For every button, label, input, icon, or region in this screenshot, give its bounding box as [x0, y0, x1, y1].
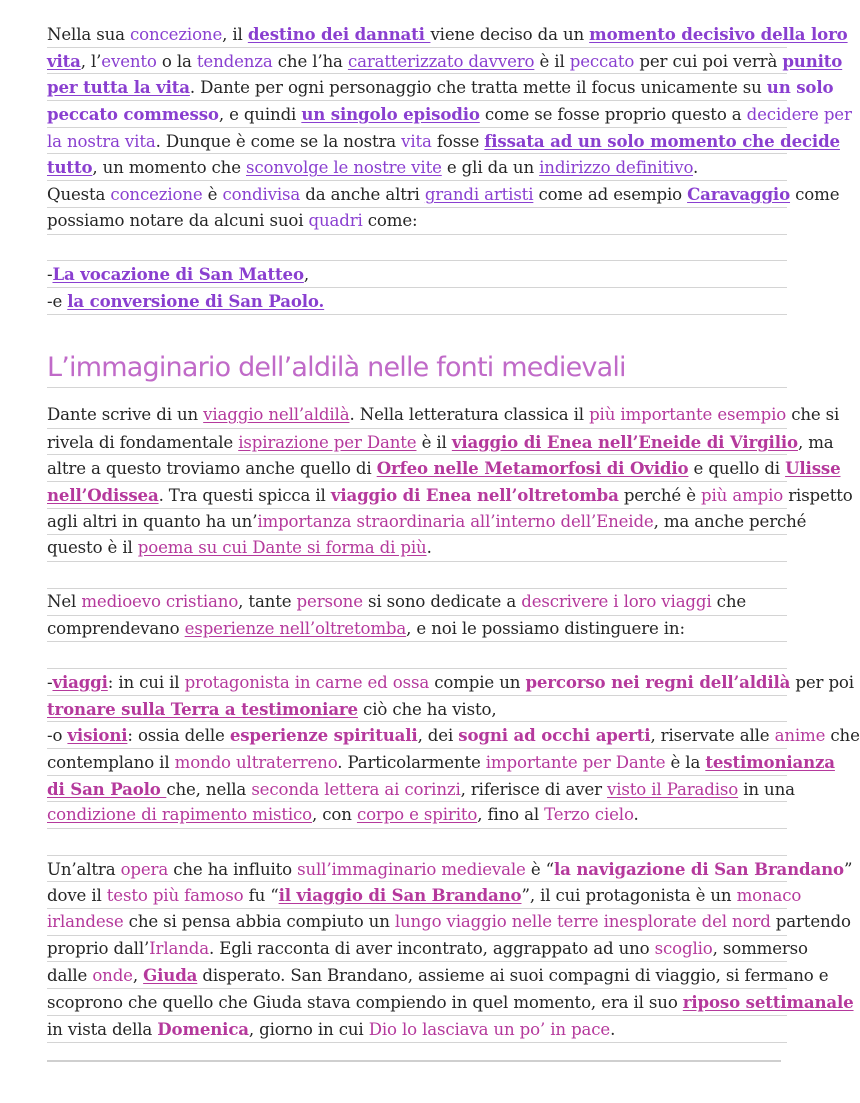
highlighted-phrase: onde: [92, 966, 133, 986]
text-line: [47, 909, 851, 936]
text-run: in vista della: [47, 1019, 158, 1039]
text-run: . Tra questi spicca il: [158, 486, 331, 506]
text-run: Nella sua: [47, 25, 130, 44]
highlighted-phrase: visto il Paradiso: [607, 779, 739, 799]
blank-line: [47, 235, 787, 262]
text-run: . Particolarmente: [337, 752, 486, 772]
highlighted-phrase: evento: [101, 51, 157, 71]
text-run: contemplano il: [47, 752, 175, 772]
text-run: ,: [132, 966, 144, 986]
highlighted-phrase: nell’Odissea: [47, 485, 159, 506]
text-run: , riservate alle: [650, 726, 775, 746]
text-run: questo è il: [47, 538, 138, 558]
text-run: come:: [362, 210, 418, 230]
text-run: , riferisce di aver: [460, 779, 608, 799]
highlighted-phrase: fissata ad un solo momento che decide: [484, 130, 840, 151]
text-run: Un’altra: [47, 859, 121, 879]
text-line: [47, 48, 843, 75]
text-run: . Nella letteratura classica il: [349, 405, 590, 424]
highlighted-phrase: Domenica: [157, 1018, 249, 1039]
highlighted-phrase: momento decisivo della loro: [589, 24, 848, 44]
text-run: che ha influito: [168, 859, 298, 879]
highlighted-phrase: la navigazione di San Brandano: [553, 858, 844, 879]
highlighted-phrase: descrivere i loro viaggi: [521, 591, 712, 611]
highlighted-phrase: seconda lettera ai corinzi: [251, 779, 461, 799]
blank-line: [47, 562, 787, 589]
text-line: [47, 856, 853, 883]
text-run: è il: [416, 432, 452, 452]
text-line: [47, 288, 787, 315]
text-run: come ad esempio: [533, 185, 688, 205]
highlighted-phrase: importante per Dante: [485, 752, 666, 772]
highlighted-phrase: più importante esempio: [589, 405, 787, 424]
highlighted-phrase: Ulisse: [785, 458, 841, 479]
highlighted-phrase: Irlanda: [149, 938, 209, 958]
text-run: che: [825, 726, 860, 746]
text-run: e quello di: [688, 459, 786, 479]
text-line: [47, 101, 852, 128]
highlighted-phrase: viaggio nell’aldilà: [203, 405, 350, 424]
text-run: da anche altri: [300, 185, 425, 205]
text-run: ,: [303, 265, 309, 285]
highlighted-phrase: di San Paolo: [47, 778, 167, 799]
highlighted-phrase: più ampio: [701, 486, 784, 506]
highlighted-phrase: medioevo cristiano: [81, 591, 239, 611]
text-run: .: [633, 805, 639, 825]
text-run: è: [202, 185, 223, 205]
text-run: scoprono che quello che Giuda stava compiendo in quel momento, era il suo: [47, 993, 683, 1013]
highlighted-phrase: quadri: [308, 210, 363, 230]
blank-line: [47, 829, 787, 856]
text-line: [47, 261, 787, 288]
highlighted-phrase: protagonista in carne ed ossa: [184, 672, 430, 692]
text-line: [47, 936, 808, 963]
text-line: [47, 21, 848, 48]
highlighted-phrase: mondo ultraterreno: [174, 752, 338, 772]
highlighted-phrase: visioni: [67, 725, 128, 746]
text-line: [47, 989, 854, 1016]
text-run: , ma anche perché: [653, 511, 807, 531]
text-line: [47, 1016, 787, 1043]
text-run: che si: [786, 405, 840, 424]
text-run: , e noi le possiamo distinguere in:: [406, 618, 685, 638]
text-line: [47, 802, 787, 829]
text-run: si sono dedicate a: [362, 591, 522, 611]
text-line: [47, 696, 787, 723]
highlighted-phrase: monaco: [736, 886, 802, 906]
highlighted-phrase: per tutta la vita: [47, 77, 190, 98]
highlighted-phrase: peccato commesso: [47, 104, 219, 125]
text-run: fosse: [431, 131, 485, 151]
highlighted-phrase: lungo viaggio nelle terre inesplorate del nord: [394, 912, 771, 932]
highlighted-phrase: condizione di rapimento mistico: [47, 805, 313, 825]
text-run: -o: [47, 726, 68, 746]
text-run: in una: [738, 779, 795, 799]
text-run: , dei: [417, 726, 459, 746]
highlighted-phrase: testo più famoso: [106, 886, 244, 906]
text-run: Dante scrive di un: [47, 405, 204, 424]
highlighted-phrase: Terzo cielo: [544, 805, 634, 825]
highlighted-phrase: Caravaggio: [687, 184, 791, 205]
text-run: agli altri in quanto ha un’: [47, 511, 258, 531]
highlighted-phrase: il viaggio di San Brandano: [278, 885, 522, 906]
highlighted-phrase: tronare sulla Terra a testimoniare: [47, 698, 358, 719]
text-run: , un momento che: [92, 158, 247, 178]
highlighted-phrase: esperienze spirituali: [229, 725, 418, 746]
text-line: [47, 616, 787, 643]
highlighted-phrase: la nostra vita: [47, 131, 156, 151]
highlighted-phrase: importanza straordinaria all’interno dell’Eneide: [257, 511, 654, 531]
highlighted-phrase: concezione: [130, 25, 223, 44]
text-line: [47, 589, 787, 616]
text-run: , tante: [238, 591, 297, 611]
text-run: per cui poi verrà: [634, 51, 783, 71]
section-heading: L’immaginario dell’aldilà nelle fonti medievali: [47, 348, 787, 388]
highlighted-phrase: peccato: [569, 51, 635, 71]
text-run: , l’: [80, 51, 102, 71]
highlighted-phrase: corpo e spirito: [356, 805, 478, 825]
text-run: disperato. San Brandano, assieme ai suoi compagni di viaggio, si fermano e: [197, 966, 829, 986]
highlighted-phrase: Orfeo nelle Metamorfosi di Ovidio: [376, 458, 689, 479]
text-run: ciò che ha visto,: [357, 699, 497, 719]
text-run: che, nella: [166, 779, 252, 799]
text-line: [47, 722, 860, 749]
highlighted-phrase: opera: [120, 859, 169, 879]
highlighted-phrase: esperienze nell’oltretomba: [184, 618, 407, 638]
text-line: [47, 482, 853, 509]
highlighted-phrase: un solo: [766, 77, 834, 98]
text-run: che si pensa abbia compiuto un: [123, 912, 395, 932]
bottom-divider: [47, 1060, 781, 1062]
highlighted-phrase: vita: [401, 131, 432, 151]
text-run: , e quindi: [218, 105, 302, 125]
text-run: compie un: [429, 672, 526, 692]
text-run: partendo: [770, 912, 851, 932]
text-run: -: [47, 265, 53, 285]
text-run: comprendevano: [47, 618, 185, 638]
text-run: , sommerso: [712, 938, 808, 958]
text-line: [47, 455, 841, 482]
text-run: , il: [222, 25, 248, 44]
text-line: [47, 749, 835, 776]
highlighted-phrase: sogni ad occhi aperti: [458, 725, 651, 746]
text-run: , con: [312, 805, 357, 825]
text-run: come: [790, 185, 840, 205]
highlighted-phrase: scoglio: [654, 938, 713, 958]
highlighted-phrase: decidere per: [746, 105, 852, 125]
text-run: perché è: [618, 486, 702, 506]
text-run: altre a questo troviamo anche quello di: [47, 459, 377, 479]
highlighted-phrase: sconvolge le nostre vite: [246, 158, 442, 178]
highlighted-phrase: concezione: [110, 185, 203, 205]
text-run: : in cui il: [107, 672, 185, 692]
text-run: rivela di fondamentale: [47, 432, 239, 452]
text-run: dove il: [47, 886, 107, 906]
highlighted-phrase: indirizzo definitivo: [539, 158, 693, 178]
highlighted-phrase: viaggio di Enea nell’Eneide di Virgilio: [451, 431, 798, 452]
highlighted-phrase: grandi artisti: [424, 185, 534, 205]
text-run: .: [610, 1019, 616, 1039]
text-run: dalle: [47, 966, 93, 986]
text-line: [47, 208, 787, 235]
text-run: . Egli racconta di aver incontrato, aggrappato ad uno: [208, 938, 655, 958]
text-run: .: [426, 538, 432, 558]
highlighted-phrase: ispirazione per Dante: [238, 432, 417, 452]
text-run: , giorno in cui: [248, 1019, 369, 1039]
text-run: -e: [47, 291, 68, 311]
text-run: per poi: [790, 672, 854, 692]
text-run: -: [47, 672, 53, 692]
text-line: [47, 882, 802, 909]
highlighted-phrase: percorso nei regni dell’aldilà: [525, 671, 791, 692]
blank-line: [47, 642, 787, 669]
highlighted-phrase: viaggio di Enea nell’oltretomba: [330, 485, 619, 506]
highlighted-phrase: irlandese: [47, 912, 124, 932]
highlighted-phrase: persone: [296, 591, 363, 611]
text-run: : ossia delle: [127, 726, 230, 746]
text-line: [47, 154, 787, 181]
text-run: viene deciso da un: [430, 25, 590, 44]
text-line: [47, 181, 840, 208]
text-run: , fino al: [477, 805, 545, 825]
highlighted-phrase: riposo settimanale: [682, 992, 854, 1013]
highlighted-phrase: testimonianza: [705, 751, 835, 772]
text-run: Questa: [47, 185, 111, 205]
highlighted-phrase: anime: [774, 726, 826, 746]
text-run: possiamo notare da alcuni suoi: [47, 210, 309, 230]
text-run: è “: [525, 859, 554, 879]
text-run: .: [693, 158, 699, 178]
highlighted-phrase: condivisa: [222, 185, 301, 205]
highlighted-phrase: tutto: [47, 157, 93, 178]
highlighted-phrase: un singolo episodio: [301, 104, 480, 125]
highlighted-phrase: Dio lo lasciava un po’ in pace: [368, 1019, 611, 1039]
text-run: che: [711, 591, 747, 611]
text-line: [47, 509, 807, 536]
text-run: rispetto: [783, 486, 853, 506]
paragraph-section-2: [47, 402, 860, 1043]
highlighted-phrase: poema su cui Dante si forma di più: [137, 538, 427, 558]
text-line: [47, 429, 834, 456]
text-run: proprio dall’: [47, 938, 150, 958]
highlighted-phrase: destino dei dannati: [247, 24, 431, 44]
text-run: fu “: [243, 886, 279, 906]
text-run: , ma: [797, 432, 834, 452]
text-run: e gli da un: [441, 158, 540, 178]
text-run: o la: [156, 51, 197, 71]
text-run: ”: [843, 859, 853, 879]
paragraph-section-1: [47, 21, 852, 315]
text-line: [47, 669, 854, 696]
text-run: che l’ha: [272, 51, 348, 71]
text-line: [47, 962, 829, 989]
highlighted-phrase: tendenza: [196, 51, 273, 71]
text-line: [47, 128, 840, 155]
text-run: è la: [665, 752, 706, 772]
text-run: . Dante per ogni personaggio che tratta mette il focus unicamente su: [189, 78, 767, 98]
highlighted-phrase: sull’immaginario medievale: [297, 859, 526, 879]
highlighted-phrase: caratterizzato davvero: [347, 51, 535, 71]
text-line: [47, 402, 840, 429]
text-line: [47, 74, 834, 101]
highlighted-phrase: viaggi: [52, 671, 108, 692]
text-run: . Dunque è come se la nostra: [155, 131, 402, 151]
text-line: [47, 776, 795, 803]
highlighted-phrase: La vocazione di San Matteo: [52, 264, 304, 285]
text-run: Nel: [47, 591, 82, 611]
highlighted-phrase: Giuda: [143, 965, 198, 986]
highlighted-phrase: vita: [47, 50, 81, 71]
text-line: [47, 535, 787, 562]
highlighted-phrase: la conversione di San Paolo.: [67, 290, 325, 311]
text-run: come se fosse proprio questo a: [479, 105, 747, 125]
highlighted-phrase: punito: [782, 50, 843, 71]
text-run: ”, il cui protagonista è un: [521, 886, 737, 906]
text-run: è il: [534, 51, 570, 71]
